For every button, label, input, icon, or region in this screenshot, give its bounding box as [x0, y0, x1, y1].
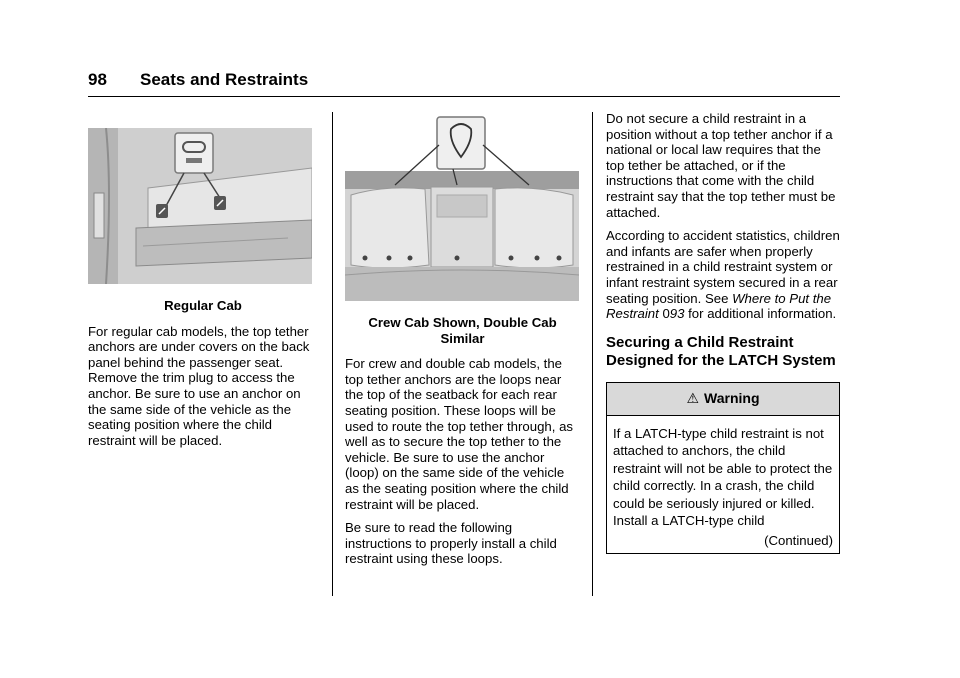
- figure-caption-crew-cab: [345, 315, 580, 346]
- figure-caption-regular-cab: Regular Cab: [164, 298, 242, 313]
- section-heading: Securing a Child Restraint Designed for the LATCH System: [606, 333, 836, 369]
- warning-title: Warning: [704, 389, 760, 406]
- figure-caption-line-2: Similar: [440, 330, 485, 346]
- body-text-with-reference: According to accident statistics, children and infants are safer when properly restrained in a child restraint system or infant restraint system secured in a rear seating position. See Where to Put the Restraint 093 for additional information.: [606, 228, 840, 322]
- figure-caption-line-1: Crew Cab Shown, Double Cab: [368, 315, 557, 330]
- crew-cab-figure: [345, 115, 579, 301]
- warning-body: [607, 416, 839, 554]
- page-ref-icon: 0: [662, 306, 670, 322]
- warning-header: [607, 383, 839, 416]
- column-2: [345, 115, 580, 575]
- continued-label: (Continued): [764, 532, 833, 548]
- column-1: [88, 128, 318, 456]
- section-title: Seats and Restraints: [140, 70, 309, 89]
- regular-cab-figure: [88, 128, 312, 284]
- warning-box: [606, 382, 840, 555]
- page-header: [88, 70, 840, 97]
- page-number: 98: [88, 70, 107, 89]
- body-text: For regular cab models, the top tether anchors are under covers on the back panel behind the passenger seat. Remove the trim plug to access the anchor. Be sure to use an anchor on the same side of the vehicle as the seating position where the child restraint will be placed.: [88, 323, 310, 448]
- warning-text: If a LATCH-type child restraint is not attached to anchors, the child restraint will not be able to protect the child correctly. In a crash, the child could be seriously injured or killed. Install a LATCH-type child: [613, 425, 833, 529]
- cross-reference-page[interactable]: 93: [669, 306, 685, 322]
- cross-reference-link[interactable]: Where to Put the Restraint: [606, 290, 832, 322]
- column-divider-2: [592, 112, 593, 596]
- body-text: Be sure to read the following instructions to properly install a child restraint using these loops.: [345, 520, 557, 567]
- column-divider-1: [332, 112, 333, 596]
- body-text: Do not secure a child restraint in a position without a top tether anchor if a national or local law requires that the top tether be attached, or if the instructions that come with the child restraint say that the top tether must be attached.: [606, 111, 836, 220]
- column-3: [606, 111, 840, 554]
- body-text: For crew and double cab models, the top tether anchors are the loops near the top of the seatback for each rear seating position. These loops will be used to route the top tether through, as well as to secure the top tether to the vehicle. Be sure to use the anchor (loop) on the same side of the vehicle as the seating position where the child restraint will be placed.: [345, 356, 574, 512]
- warning-triangle-icon: ⚠: [686, 389, 700, 406]
